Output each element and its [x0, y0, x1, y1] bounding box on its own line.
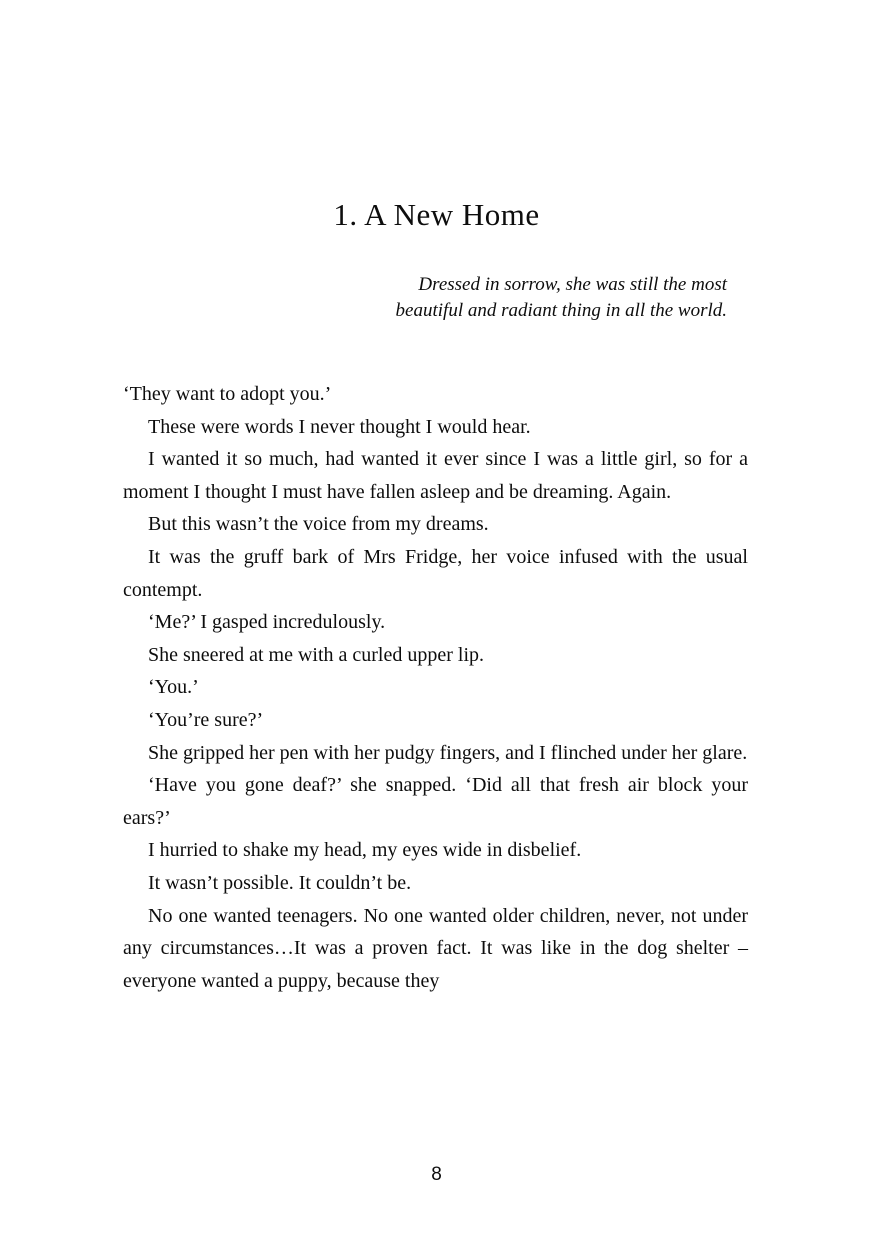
- paragraph: It was the gruff bark of Mrs Fridge, her voice infused with the usual contempt.: [123, 545, 748, 601]
- epigraph-line: beautiful and radiant thing in all the world.: [395, 300, 727, 321]
- paragraph: ‘Me?’ I gasped incredulously.: [148, 611, 386, 634]
- paragraph: She gripped her pen with her pudgy fingers, and I flinched under her glare.: [148, 741, 748, 764]
- epigraph: [396, 272, 727, 324]
- paragraph: No one wanted teenagers. No one wanted older children, never, not under any circumstances…It was a proven fact. It was like in the dog shelter – everyone wanted a puppy, because they: [123, 904, 748, 992]
- page-number: 8: [431, 1164, 442, 1185]
- paragraph: I wanted it so much, had wanted it ever since I was a little girl, so for a moment I thought I must have fallen asleep and be dreaming. Again.: [123, 448, 748, 503]
- paragraph: These were words I never thought I would hear.: [148, 415, 531, 438]
- epigraph-line: Dressed in sorrow, she was still the most: [418, 274, 727, 295]
- paragraph: She sneered at me with a curled upper lip.: [148, 643, 484, 666]
- paragraph: It wasn’t possible. It couldn’t be.: [148, 871, 412, 894]
- paragraph: ‘They want to adopt you.’: [123, 383, 332, 405]
- body-text: [123, 378, 748, 997]
- paragraph: ‘Have you gone deaf?’ she snapped. ‘Did all that fresh air block your ears?’: [123, 774, 748, 829]
- paragraph: I hurried to shake my head, my eyes wide in disbelief.: [148, 839, 582, 862]
- chapter-title: 1. A New Home: [333, 196, 540, 232]
- paragraph: ‘You.’: [148, 676, 199, 699]
- paragraph: But this wasn’t the voice from my dreams.: [148, 513, 489, 536]
- paragraph: ‘You’re sure?’: [148, 708, 264, 731]
